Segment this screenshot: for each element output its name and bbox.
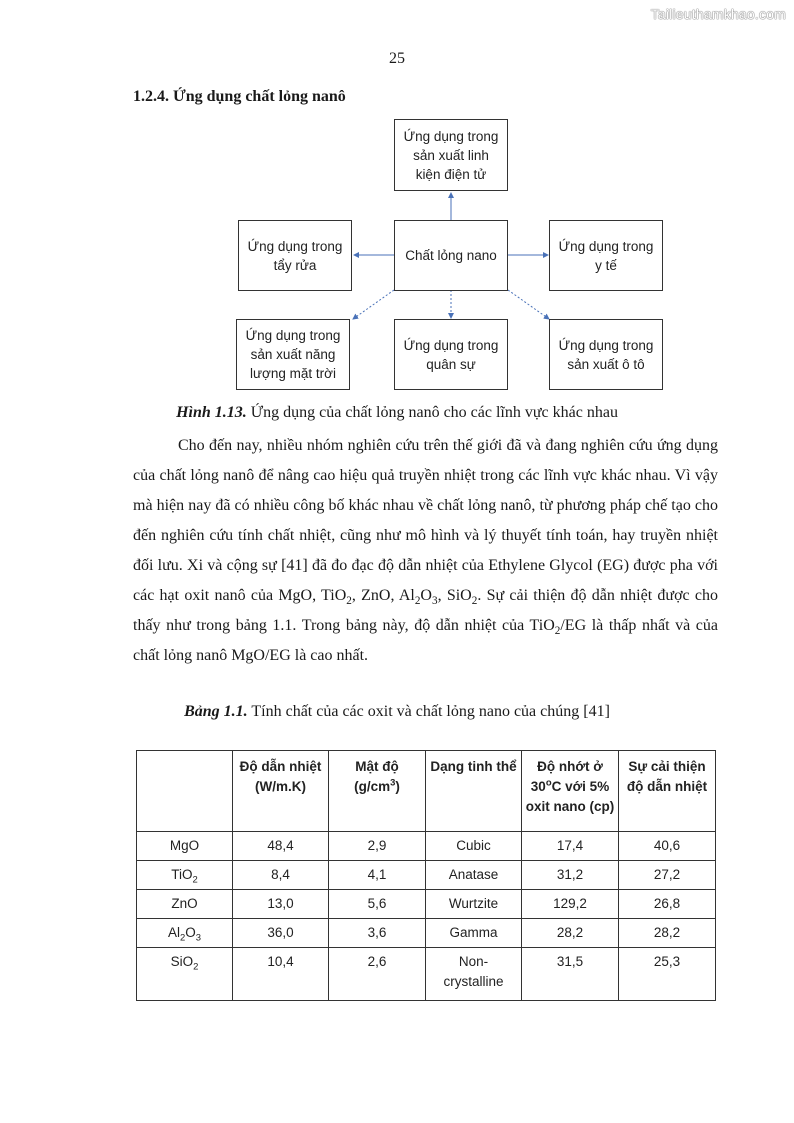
header-density-line2: [332, 777, 422, 797]
cell-crystal: Wurtzite: [426, 890, 522, 919]
cell-viscosity: 28,2: [522, 919, 619, 948]
cell-improvement: 28,2: [619, 919, 716, 948]
header-empty: [137, 751, 233, 832]
watermark: Tailieuthamkhao.com: [650, 6, 786, 22]
node-electronics-line1: Ứng dụng trong: [403, 128, 499, 144]
cell-viscosity: 129,2: [522, 890, 619, 919]
header-viscosity-temp: 30: [530, 779, 546, 794]
node-solar: [236, 319, 350, 390]
header-improvement-line1: Sự cải thiện: [628, 759, 706, 774]
oxide-name: Al: [167, 925, 180, 940]
cell-crystal: Gamma: [426, 919, 522, 948]
cell-oxide: [137, 948, 233, 1001]
header-density-line1: Mật độ: [355, 759, 399, 774]
paragraph-text-6: /EG là thấp nhất và của chất lỏng nanô MgO/EG là cao nhất.: [133, 617, 719, 664]
cell-density: 5,6: [329, 890, 426, 919]
oxide-name: TiO: [171, 867, 193, 882]
cell-viscosity: 31,5: [522, 948, 619, 1001]
paragraph-sub-3: 3: [431, 595, 438, 608]
node-electronics-line2: sản xuất linh: [413, 147, 489, 163]
node-medical-line2: y tế: [595, 257, 617, 273]
node-cleaning-line2: tẩy rửa: [273, 257, 317, 273]
header-crystal: [426, 751, 522, 832]
cell-density: 2,9: [329, 832, 426, 861]
figure-caption-label: Hình 1.13.: [176, 404, 247, 421]
node-cleaning-line1: Ứng dụng trong: [247, 238, 343, 254]
connector-bottom-right: [508, 290, 549, 319]
figure-caption: [0, 404, 794, 422]
cell-conductivity: 13,0: [233, 890, 329, 919]
cell-density: 3,6: [329, 919, 426, 948]
oxide-subscript-2: 3: [195, 932, 202, 944]
header-conductivity-line2: (W/m.K): [255, 779, 306, 794]
cell-density: 4,1: [329, 861, 426, 890]
paragraph-sub-4: 2: [471, 595, 478, 608]
node-solar-line2: sản xuất năng: [250, 347, 336, 362]
header-conductivity: [233, 751, 329, 832]
cell-conductivity: 48,4: [233, 832, 329, 861]
cell-crystal: Cubic: [426, 832, 522, 861]
table-row: [137, 919, 716, 948]
oxide-subscript: 2: [192, 874, 198, 886]
header-viscosity-line1: Độ nhớt ở: [537, 759, 603, 774]
table-row: [137, 890, 716, 919]
cell-improvement: 25,3: [619, 948, 716, 1001]
node-solar-line1: Ứng dụng trong: [245, 328, 341, 343]
table-row: [137, 948, 716, 1001]
node-center-nanofluid: [394, 220, 508, 291]
node-electronics-line3: kiện điện tử: [415, 166, 487, 182]
cell-improvement: 40,6: [619, 832, 716, 861]
page-number: 25: [389, 50, 405, 67]
oxide-name: ZnO: [171, 896, 198, 911]
node-automotive-line2: sản xuất ô tô: [567, 356, 645, 372]
node-military-line1: Ứng dụng trong: [403, 337, 499, 353]
paragraph-text-3: O: [420, 587, 432, 604]
body-paragraph: [133, 431, 718, 671]
applications-diagram: [0, 0, 794, 400]
table-header-row: [137, 751, 716, 832]
node-center-label: Chất lỏng nano: [405, 248, 497, 263]
node-medical-line1: Ứng dụng trong: [558, 238, 654, 254]
table-row: [137, 832, 716, 861]
node-electronics: [394, 119, 508, 191]
oxide-name: SiO: [170, 954, 194, 969]
cell-improvement: 27,2: [619, 861, 716, 890]
header-viscosity: [522, 751, 619, 832]
cell-oxide: [137, 890, 233, 919]
cell-crystal: Anatase: [426, 861, 522, 890]
node-automotive: [549, 319, 663, 390]
table-row: [137, 861, 716, 890]
cell-viscosity: 31,2: [522, 861, 619, 890]
node-solar-line3: lượng mặt trời: [249, 366, 336, 381]
header-viscosity-temp-end: C với 5%: [551, 779, 610, 794]
oxide-properties-table: [136, 750, 716, 1001]
header-viscosity-line2: [525, 777, 615, 797]
cell-improvement: 26,8: [619, 890, 716, 919]
header-crystal-line1: Dạng tinh thể: [430, 759, 517, 774]
header-viscosity-line3: oxit nano (cp): [525, 799, 615, 814]
oxide-subscript: 2: [193, 961, 199, 973]
header-density-sup: 3: [390, 777, 396, 789]
paragraph-sub-1: 2: [346, 595, 352, 608]
figure-caption-text: Ứng dụng của chất lỏng nanô cho các lĩnh vực khác nhau: [246, 404, 618, 421]
cell-conductivity: 36,0: [233, 919, 329, 948]
cell-conductivity: 10,4: [233, 948, 329, 1001]
header-improvement-line2: độ dẫn nhiệt: [626, 779, 708, 794]
table-caption-text: Tính chất của các oxit và chất lỏng nano của chúng [41]: [247, 703, 610, 720]
paragraph-text-2: , ZnO, Al: [351, 587, 415, 604]
node-automotive-line1: Ứng dụng trong: [558, 337, 654, 353]
cell-conductivity: 8,4: [233, 861, 329, 890]
header-improvement: [619, 751, 716, 832]
paragraph-sub-5: 2: [554, 625, 561, 638]
oxide-name-tail: O: [185, 925, 196, 940]
cell-oxide: [137, 861, 233, 890]
cell-crystal: [426, 948, 522, 1001]
paragraph-sub-2: 2: [414, 595, 421, 608]
crystal-line1: Non-: [458, 954, 489, 969]
section-heading: 1.2.4. Ứng dụng chất lỏng nanô: [133, 88, 346, 105]
crystal-line2: crystalline: [443, 974, 504, 989]
paragraph-text-5: . Sự cải thiện độ dẫn nhiệt được cho thấy như trong bảng 1.1. Trong bảng này, độ dẫn nhiệt của TiO: [133, 587, 718, 634]
header-density-unit: (g/cm: [354, 779, 391, 794]
header-conductivity-line1: Độ dẫn nhiệt: [239, 759, 322, 774]
table-caption: [0, 703, 794, 721]
header-density: [329, 751, 426, 832]
oxide-subscript: 2: [180, 932, 186, 944]
node-military-line2: quân sự: [426, 356, 476, 372]
cell-density: 2,6: [329, 948, 426, 1001]
paragraph-text-1: Cho đến nay, nhiều nhóm nghiên cứu trên thế giới đã và đang nghiên cứu ứng dụng của chất lỏng nanô để nâng cao hiệu quả truyền nhiệt trong các lĩnh vực khác nhau. Vì vậy mà hiện nay đã có nhiều công bố khác nhau về chất lỏng nanô, từ phương pháp chế tạo cho đến nghiên cứu tính chất nhiệt, cũng như mô hình và lý thuyết tính toán, hay truyền nhiệt đối lưu. Xi và cộng sự [41] đã đo đạc độ dẫn nhiệt của Ethylene Glycol (EG) được pha với các hạt oxit nanô của MgO, TiO: [133, 437, 718, 604]
header-density-unit-end: ): [395, 779, 400, 794]
node-military: [394, 319, 508, 390]
cell-oxide: [137, 832, 233, 861]
paragraph-text-4: , SiO: [437, 587, 472, 604]
node-cleaning: [238, 220, 352, 291]
node-medical: [549, 220, 663, 291]
cell-viscosity: 17,4: [522, 832, 619, 861]
connector-bottom-left: [353, 290, 394, 319]
cell-oxide: [137, 919, 233, 948]
oxide-name: MgO: [169, 838, 200, 853]
table-caption-label: Bảng 1.1.: [184, 703, 248, 720]
header-viscosity-sup: o: [545, 777, 552, 789]
